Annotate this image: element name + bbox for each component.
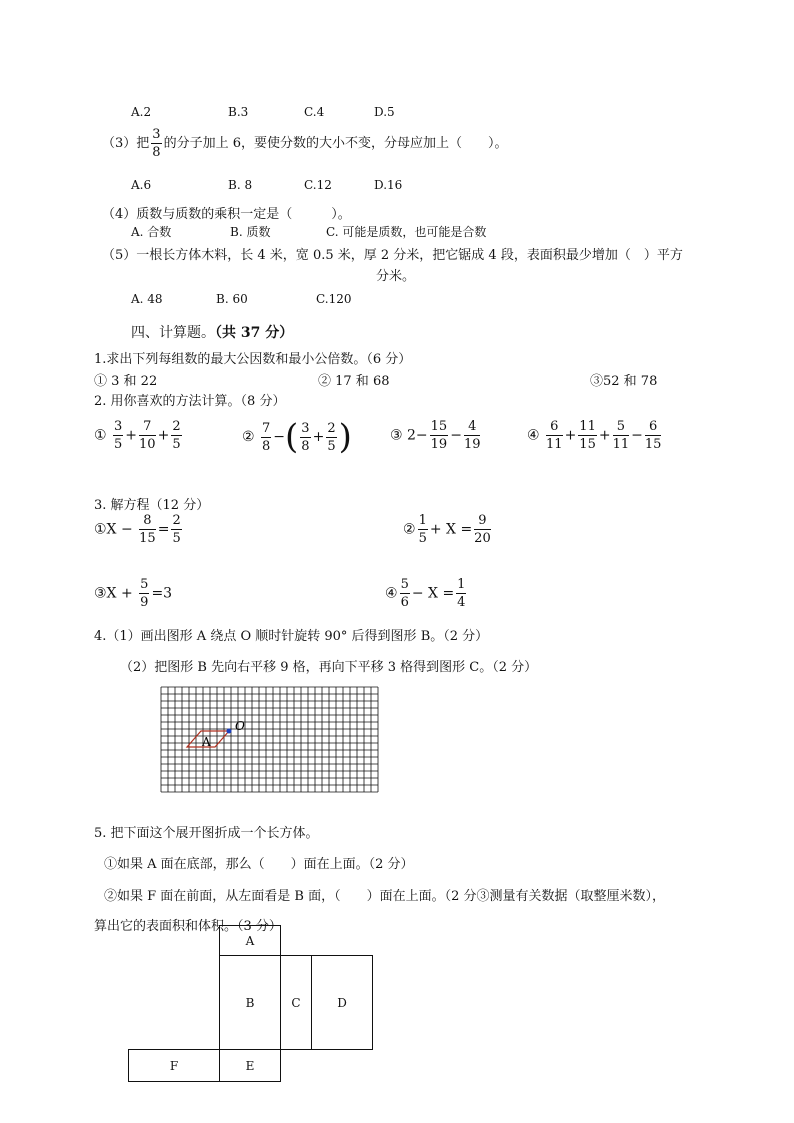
calc1-item-3: ③52 和 78 — [590, 374, 658, 389]
net-title: 5. 把下面这个展开图折成一个长方体。 — [94, 826, 319, 841]
option-d: D.5 — [374, 105, 395, 119]
label-a: A — [202, 735, 211, 749]
net-line2: ②如果 F 面在前面，从左面看是 B 面，（ ）面在上面。（2 分③测量有关数据（取整厘米数）， — [104, 889, 666, 904]
q3-fraction: $\frac{3}{8}$ — [152, 127, 161, 160]
calc2-expr-2: ② $\frac{7}{8}$ −( $\frac{3}{8}$ + $\frac{2}{5}$ ) — [242, 417, 352, 457]
face-e: E — [219, 1049, 281, 1082]
calc1-item-2: ② 17 和 68 — [318, 374, 390, 389]
grid-figure — [160, 686, 382, 798]
q3-prefix: （3）把 — [102, 136, 150, 151]
equation-4: ④ $\frac{5}{6}$ − X = $\frac{1}{4}$ — [385, 577, 466, 610]
calc1-title: 1.求出下列每组数的最大公因数和最小公倍数。（6 分） — [94, 352, 412, 367]
q5-option-a: A. 48 — [131, 292, 163, 306]
option-a: A.2 — [131, 105, 152, 119]
calc1-item-1: ① 3 和 22 — [94, 374, 158, 389]
q4-option-a: A. 合数 — [131, 225, 172, 239]
q5-option-c: C.120 — [316, 292, 352, 306]
face-c: C — [280, 955, 312, 1050]
equation-3: ③X + $\frac{5}{9}$ =3 — [94, 577, 173, 610]
calc2-expr-3: ③ 2− $\frac{15}{19}$ − $\frac{4}{19}$ — [390, 419, 481, 452]
calc2-title: 2. 用你喜欢的方法计算。（8 分） — [94, 394, 286, 409]
calc3-title: 3. 解方程（12 分） — [94, 498, 210, 513]
point-o — [227, 729, 232, 734]
net-line1: ①如果 A 面在底部，那么（ ）面在上面。（2 分） — [104, 857, 414, 872]
option-c: C.4 — [304, 105, 325, 119]
face-a: A — [219, 925, 281, 956]
q4-option-b: B. 质数 — [230, 225, 271, 239]
q3-option-a: A.6 — [131, 178, 152, 192]
question-4: （4）质数与质数的乘积一定是（ ）。 — [102, 207, 351, 222]
label-o: O — [235, 719, 245, 733]
equation-1: ①X − $\frac{8}{15}$ = $\frac{2}{5}$ — [94, 513, 181, 546]
q3-option-b: B. 8 — [228, 178, 253, 192]
geo-line1: 4.（1）画出图形 A 绕点 O 顺时针旋转 90° 后得到图形 B。（2 分） — [94, 629, 489, 644]
q3-text: 的分子加上 6，要使分数的大小不变，分母应加上（ ）。 — [163, 136, 508, 151]
equation-2: ② $\frac{1}{5}$ + X = $\frac{9}{20}$ — [403, 513, 491, 546]
question-3 — [102, 128, 507, 159]
option-b: B.3 — [228, 105, 249, 119]
calc2-expr-4: ④ $\frac{6}{11}$ + $\frac{11}{15}$ + $\frac{5}{11}$ − $\frac{6}{15}$ — [527, 419, 662, 452]
q4-option-c: C. 可能是质数，也可能是合数 — [326, 225, 487, 239]
question-5-line2: 分米。 — [376, 269, 416, 284]
section-heading: 四、计算题。（共 37 分） — [131, 325, 294, 341]
q3-option-d: D.16 — [374, 178, 403, 192]
calc2-expr-1: ① $\frac{3}{5}$ + $\frac{7}{10}$ + $\frac{2}{5}$ — [94, 419, 181, 452]
face-b: B — [219, 955, 281, 1050]
net-line3: 算出它的表面积和体积。（3 分） — [94, 919, 282, 934]
face-f: F — [128, 1049, 220, 1082]
geo-line2: （2）把图形 B 先向右平移 9 格，再向下平移 3 格得到图形 C。（2 分） — [120, 660, 538, 675]
question-5-line1: （5）一根长方体木料，长 4 米，宽 0.5 米，厚 2 分米，把它锯成 4 段，表面积最少增加（ ）平方 — [102, 248, 683, 263]
face-d: D — [311, 955, 373, 1050]
q5-option-b: B. 60 — [216, 292, 248, 306]
q3-option-c: C.12 — [304, 178, 332, 192]
